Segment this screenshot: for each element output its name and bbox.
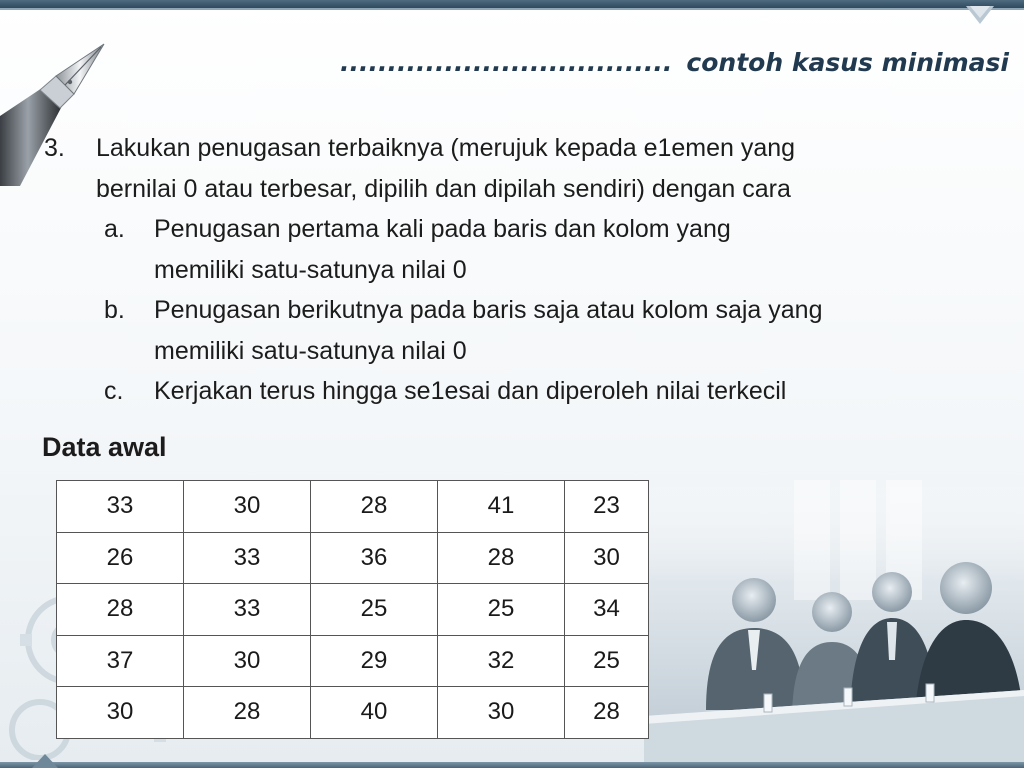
table-cell: 33 [184,584,311,636]
table-cell: 30 [184,635,311,687]
substep-line [44,290,1004,331]
table-cell: 41 [438,481,565,533]
table-cell: 40 [311,687,438,739]
step-line [44,128,1004,169]
substep-line [44,331,1004,372]
table-cell: 32 [438,635,565,687]
business-meeting-photo [644,480,1024,768]
top-border-line [0,8,1024,10]
table-cell: 28 [438,532,565,584]
table-cell: 33 [184,532,311,584]
bottom-border-bar [0,762,1024,768]
table-cell: 28 [565,687,649,739]
table-cell: 30 [438,687,565,739]
table-cell: 33 [57,481,184,533]
table-cell: 29 [311,635,438,687]
step-content [44,128,1004,412]
table-cell: 34 [565,584,649,636]
table-cell: 25 [565,635,649,687]
substep-line [44,371,1004,412]
table-row [57,584,649,636]
table-cell: 25 [438,584,565,636]
table-row [57,481,649,533]
table-cell: 30 [565,532,649,584]
table-row [57,687,649,739]
substep-a-text-1: Penugasan pertama kali pada baris dan kolom yang [154,215,731,243]
substep-b-label: b. [104,296,125,324]
table-row [57,532,649,584]
substep-b-text-1: Penugasan berikutnya pada baris saja atau kolom saja yang [154,296,823,324]
title-text: contoh kasus minimasi [686,48,1009,77]
table-cell: 26 [57,532,184,584]
table-cell: 28 [184,687,311,739]
step-number: 3. [44,134,65,162]
table-cell: 23 [565,481,649,533]
table-cell: 28 [311,481,438,533]
substep-a-label: a. [104,215,125,243]
data-awal-heading: Data awal [42,432,167,462]
step-text-line-1: Lakukan penugasan terbaiknya (merujuk kepada e1emen yang [96,134,796,162]
substep-line [44,250,1004,291]
top-border-bar [0,0,1024,8]
substep-c-label: c. [104,377,124,405]
step-line [44,169,1004,210]
substep-line [44,209,1004,250]
substep-c-text-1: Kerjakan terus hingga se1esai dan diperoleh nilai terkecil [154,377,787,405]
bottom-notch-decoration [32,754,58,768]
table-cell: 25 [311,584,438,636]
table-cell: 37 [57,635,184,687]
table-cell: 30 [57,687,184,739]
table-cell: 30 [184,481,311,533]
substep-b-text-2: memiliki satu-satunya nilai 0 [154,336,467,365]
title-dots: ................................... [340,48,673,77]
data-table [56,480,649,739]
substep-a-text-2: memiliki satu-satunya nilai 0 [154,255,467,284]
step-text-line-2: bernilai 0 atau terbesar, dipilih dan dipilah sendiri) dengan cara [96,174,791,203]
slide-title [340,48,1009,92]
top-notch-decoration [966,6,994,28]
table-cell: 36 [311,532,438,584]
table-row [57,635,649,687]
table-cell: 28 [57,584,184,636]
